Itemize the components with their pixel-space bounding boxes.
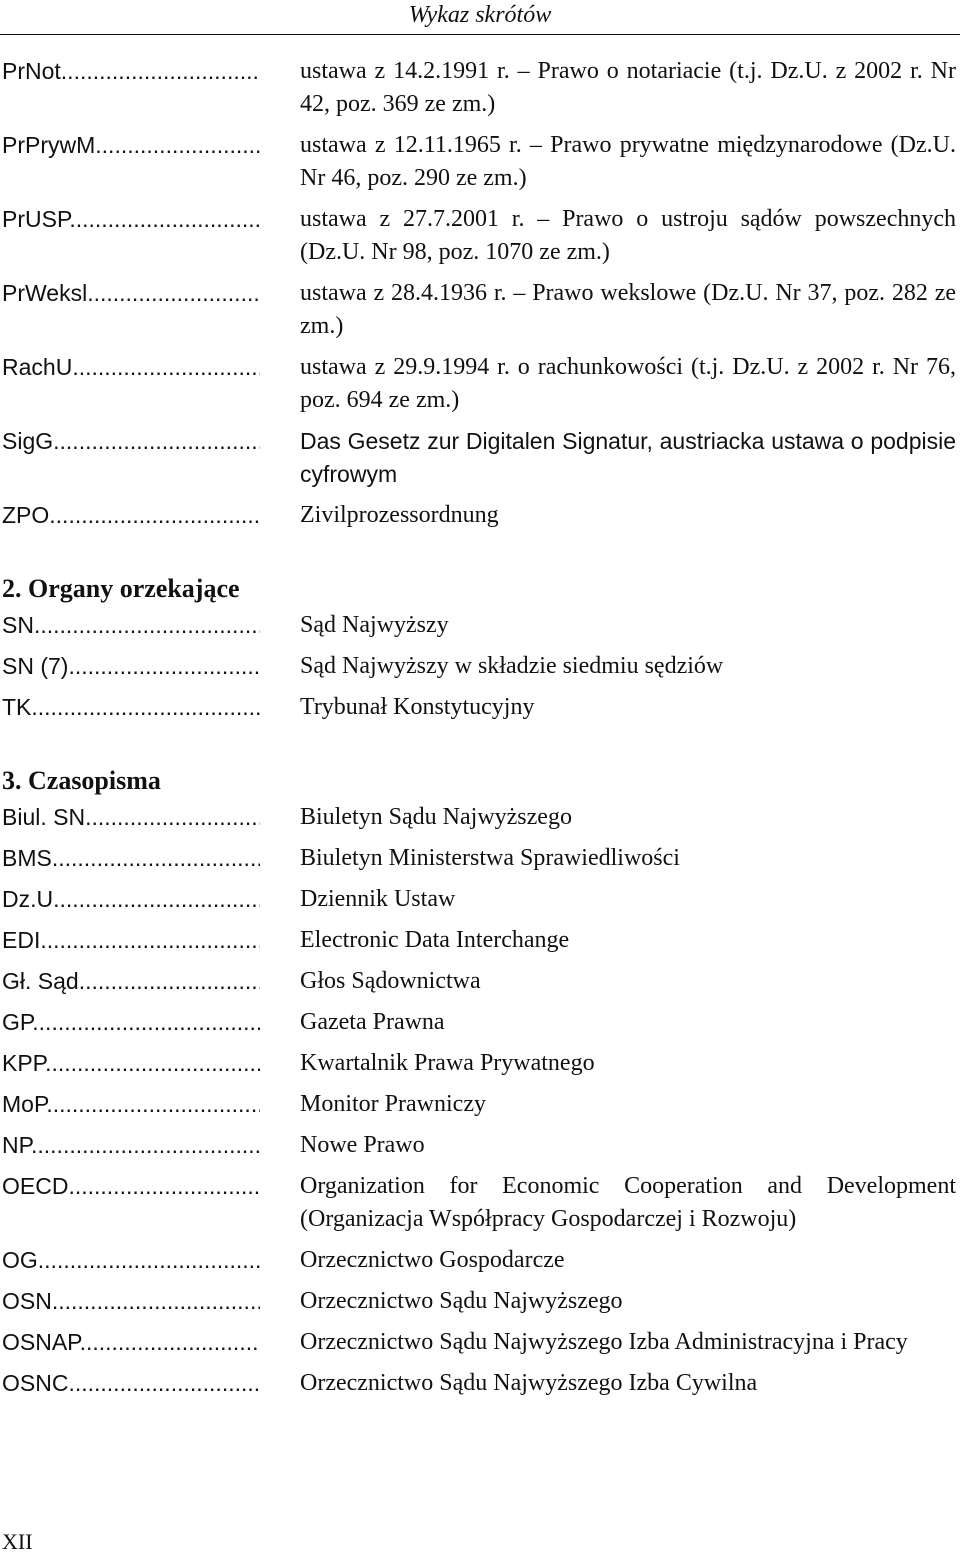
definition: Zivilprozessordnung xyxy=(300,502,499,528)
list-item xyxy=(2,965,958,998)
abbreviation: Biul. SN ..... xyxy=(2,801,260,834)
definition: ustawa z 29.9.1994 r. o rachunkowości (t.j. Dz.U. z 2002 r. Nr 76, poz. 694 ze zm.) xyxy=(300,354,956,413)
list-item xyxy=(2,277,958,343)
definition: ustawa z 12.11.1965 r. – Prawo prywatne międzynarodowe (Dz.U. Nr 46, poz. 290 ze zm.) xyxy=(300,132,956,191)
section-heading: 2. Organy orzekające xyxy=(2,574,240,603)
abbreviation: OSN ..... xyxy=(2,1285,260,1318)
list-item xyxy=(2,1047,958,1080)
abbreviation: PrWeksl ..... xyxy=(2,277,260,343)
definition: ustawa z 14.2.1991 r. – Prawo o notariacie (t.j. Dz.U. z 2002 r. Nr 42, poz. 369 ze zm.) xyxy=(300,58,956,117)
section-journals xyxy=(2,764,958,1400)
definition: Das Gesetz zur Digitalen Signatur, austriacka ustawa o podpisie cyfrowym xyxy=(300,428,956,487)
definition: Orzecznictwo Sądu Najwyższego Izba Administracyjna i Pracy xyxy=(300,1329,908,1355)
list-item xyxy=(2,801,958,834)
list-item xyxy=(2,842,958,875)
section-courts xyxy=(2,572,958,724)
abbreviation: OG ..... xyxy=(2,1244,260,1277)
list-item xyxy=(2,609,958,642)
list-item xyxy=(2,499,958,532)
abbreviation-list xyxy=(2,55,958,1408)
abbreviation: PrUSP ..... xyxy=(2,203,260,269)
definition: ustawa z 27.7.2001 r. – Prawo o ustroju sądów powszechnych (Dz.U. Nr 98, poz. 1070 ze zm.) xyxy=(300,206,956,265)
abbreviation: Gł. Sąd. ..... xyxy=(2,965,260,998)
abbreviation: OECD ..... xyxy=(2,1170,260,1236)
definition: Głos Sądownictwa xyxy=(300,968,481,994)
list-item xyxy=(2,1244,958,1277)
list-item xyxy=(2,351,958,417)
definition: Monitor Prawniczy xyxy=(300,1091,486,1117)
abbreviation: BMS ..... xyxy=(2,842,260,875)
abbreviation: Dz.U. ..... xyxy=(2,883,260,916)
abbreviation: ZPO ..... xyxy=(2,499,260,532)
list-item xyxy=(2,1129,958,1162)
abbreviation: SN ..... xyxy=(2,609,260,642)
abbreviation: SN (7) ..... xyxy=(2,650,260,683)
definition: Sąd Najwyższy w składzie siedmiu sędziów xyxy=(300,653,724,679)
definition: Kwartalnik Prawa Prywatnego xyxy=(300,1050,595,1076)
abbreviation: NP ..... xyxy=(2,1129,260,1162)
abbreviation: TK ..... xyxy=(2,691,260,724)
definition: Dziennik Ustaw xyxy=(300,886,456,912)
list-item xyxy=(2,203,958,269)
definition: Biuletyn Sądu Najwyższego xyxy=(300,804,572,830)
abbreviation: MoP ..... xyxy=(2,1088,260,1121)
definition: Orzecznictwo Sądu Najwyższego xyxy=(300,1288,623,1314)
list-item xyxy=(2,1326,958,1359)
abbreviation: SigG ..... xyxy=(2,425,260,491)
page-number: XII xyxy=(2,1529,33,1554)
section-acts xyxy=(2,55,958,532)
abbreviation: OSNAP ..... xyxy=(2,1326,260,1359)
abbreviation: OSNC ..... xyxy=(2,1367,260,1400)
list-item xyxy=(2,425,958,491)
abbreviation: RachU ..... xyxy=(2,351,260,417)
list-item xyxy=(2,55,958,121)
abbreviation: GP ..... xyxy=(2,1006,260,1039)
definition: Sąd Najwyższy xyxy=(300,612,449,638)
list-item xyxy=(2,1170,958,1236)
definition: ustawa z 28.4.1936 r. – Prawo wekslowe (Dz.U. Nr 37, poz. 282 ze zm.) xyxy=(300,280,956,339)
abbreviation: EDI ..... xyxy=(2,924,260,957)
list-item xyxy=(2,650,958,683)
abbreviation: PrNot ..... xyxy=(2,55,260,121)
definition: Orzecznictwo Gospodarcze xyxy=(300,1247,565,1273)
section-heading: 3. Czasopisma xyxy=(2,766,161,795)
list-item xyxy=(2,1006,958,1039)
definition: Organization for Economic Cooperation and Development (Organizacja Współpracy Gospodarczej i Rozwoju) xyxy=(300,1173,956,1232)
definition: Orzecznictwo Sądu Najwyższego Izba Cywilna xyxy=(300,1370,758,1396)
list-item xyxy=(2,1088,958,1121)
definition: Trybunał Konstytucyjny xyxy=(300,694,535,720)
list-item xyxy=(2,129,958,195)
abbreviation: PrPrywM ..... xyxy=(2,129,260,195)
abbreviation: KPP ..... xyxy=(2,1047,260,1080)
definition: Nowe Prawo xyxy=(300,1132,425,1158)
list-item xyxy=(2,1285,958,1318)
definition: Biuletyn Ministerstwa Sprawiedliwości xyxy=(300,845,680,871)
list-item xyxy=(2,691,958,724)
definition: Electronic Data Interchange xyxy=(300,927,570,953)
definition: Gazeta Prawna xyxy=(300,1009,445,1035)
running-head: Wykaz skrótów xyxy=(0,0,960,35)
list-item xyxy=(2,883,958,916)
list-item xyxy=(2,924,958,957)
list-item xyxy=(2,1367,958,1400)
